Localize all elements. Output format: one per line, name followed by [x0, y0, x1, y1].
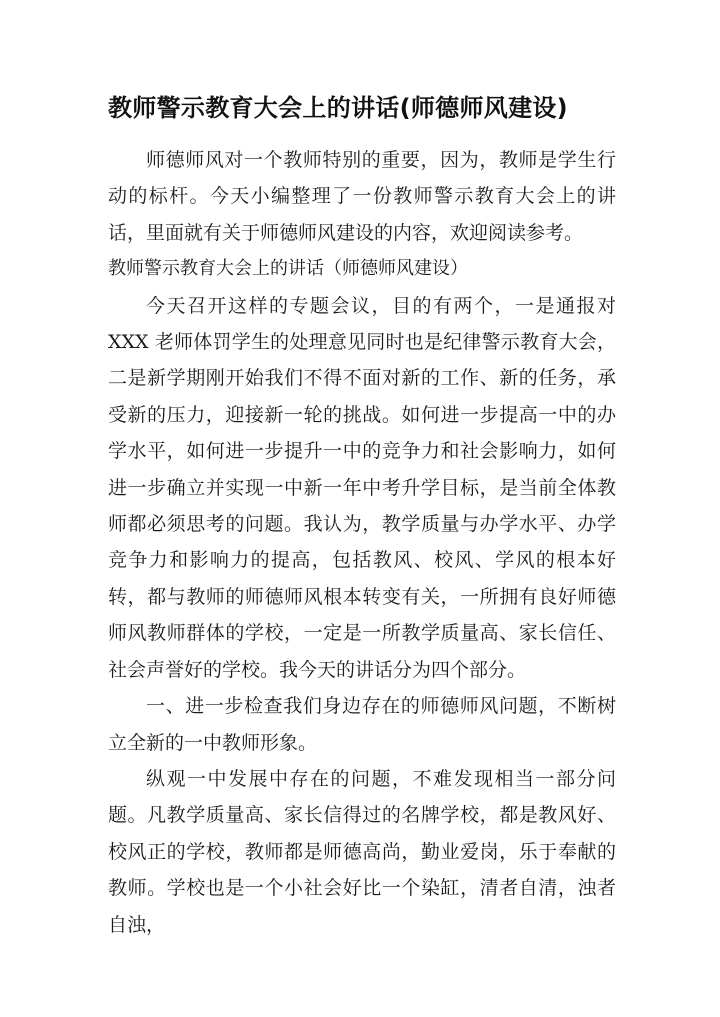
body-paragraph-3: 纵观一中发展中存在的问题，不难发现相当一部分问题。凡教学质量高、家长信得过的名牌学校，都是教风好、校风正的学校，教师都是师德高尚，勤业爱岗，乐于奉献的教师。学校也是一个小社会好比一个染缸，清者自清，浊者自浊， — [108, 767, 616, 936]
body-paragraph-2: 一、进一步检查我们身边存在的师德师风问题，不断树立全新的一中教师形象。 — [108, 695, 616, 754]
section-subheading: 教师警示教育大会上的讲话（师德师风建设） — [108, 258, 468, 280]
intro-paragraph: 师德师风对一个教师特别的重要，因为，教师是学生行动的标杆。今天小编整理了一份教师警示教育大会上的讲话，里面就有关于师德师风建设的内容，欢迎阅读参考。 — [108, 149, 616, 244]
body-paragraph-1: 今天召开这样的专题会议，目的有两个，一是通报对 XXX 老师体罚学生的处理意见同时也是纪律警示教育大会，二是新学期刚开始我们不得不面对新的工作、新的任务，承受新的压力，迎接新一轮的挑战。如何进一步提高一中的办学水平，如何进一步提升一中的竞争力和社会影响力，如何进一步确立并实现一中新一年中考升学目标，是当前全体教师都必须思考的问题。我认为，教学质量与办学水平、办学竞争力和影响力的提高，包括教风、校风、学风的根本好转，都与教师的师德师风根本转变有关，一所拥有良好师德师风教师群体的学校，一定是一所教学质量高、家长信任、社会声誉好的学校。我今天的讲话分为四个部分。 — [108, 294, 616, 681]
document-title: 教师警示教育大会上的讲话(师德师风建设) — [108, 94, 568, 122]
